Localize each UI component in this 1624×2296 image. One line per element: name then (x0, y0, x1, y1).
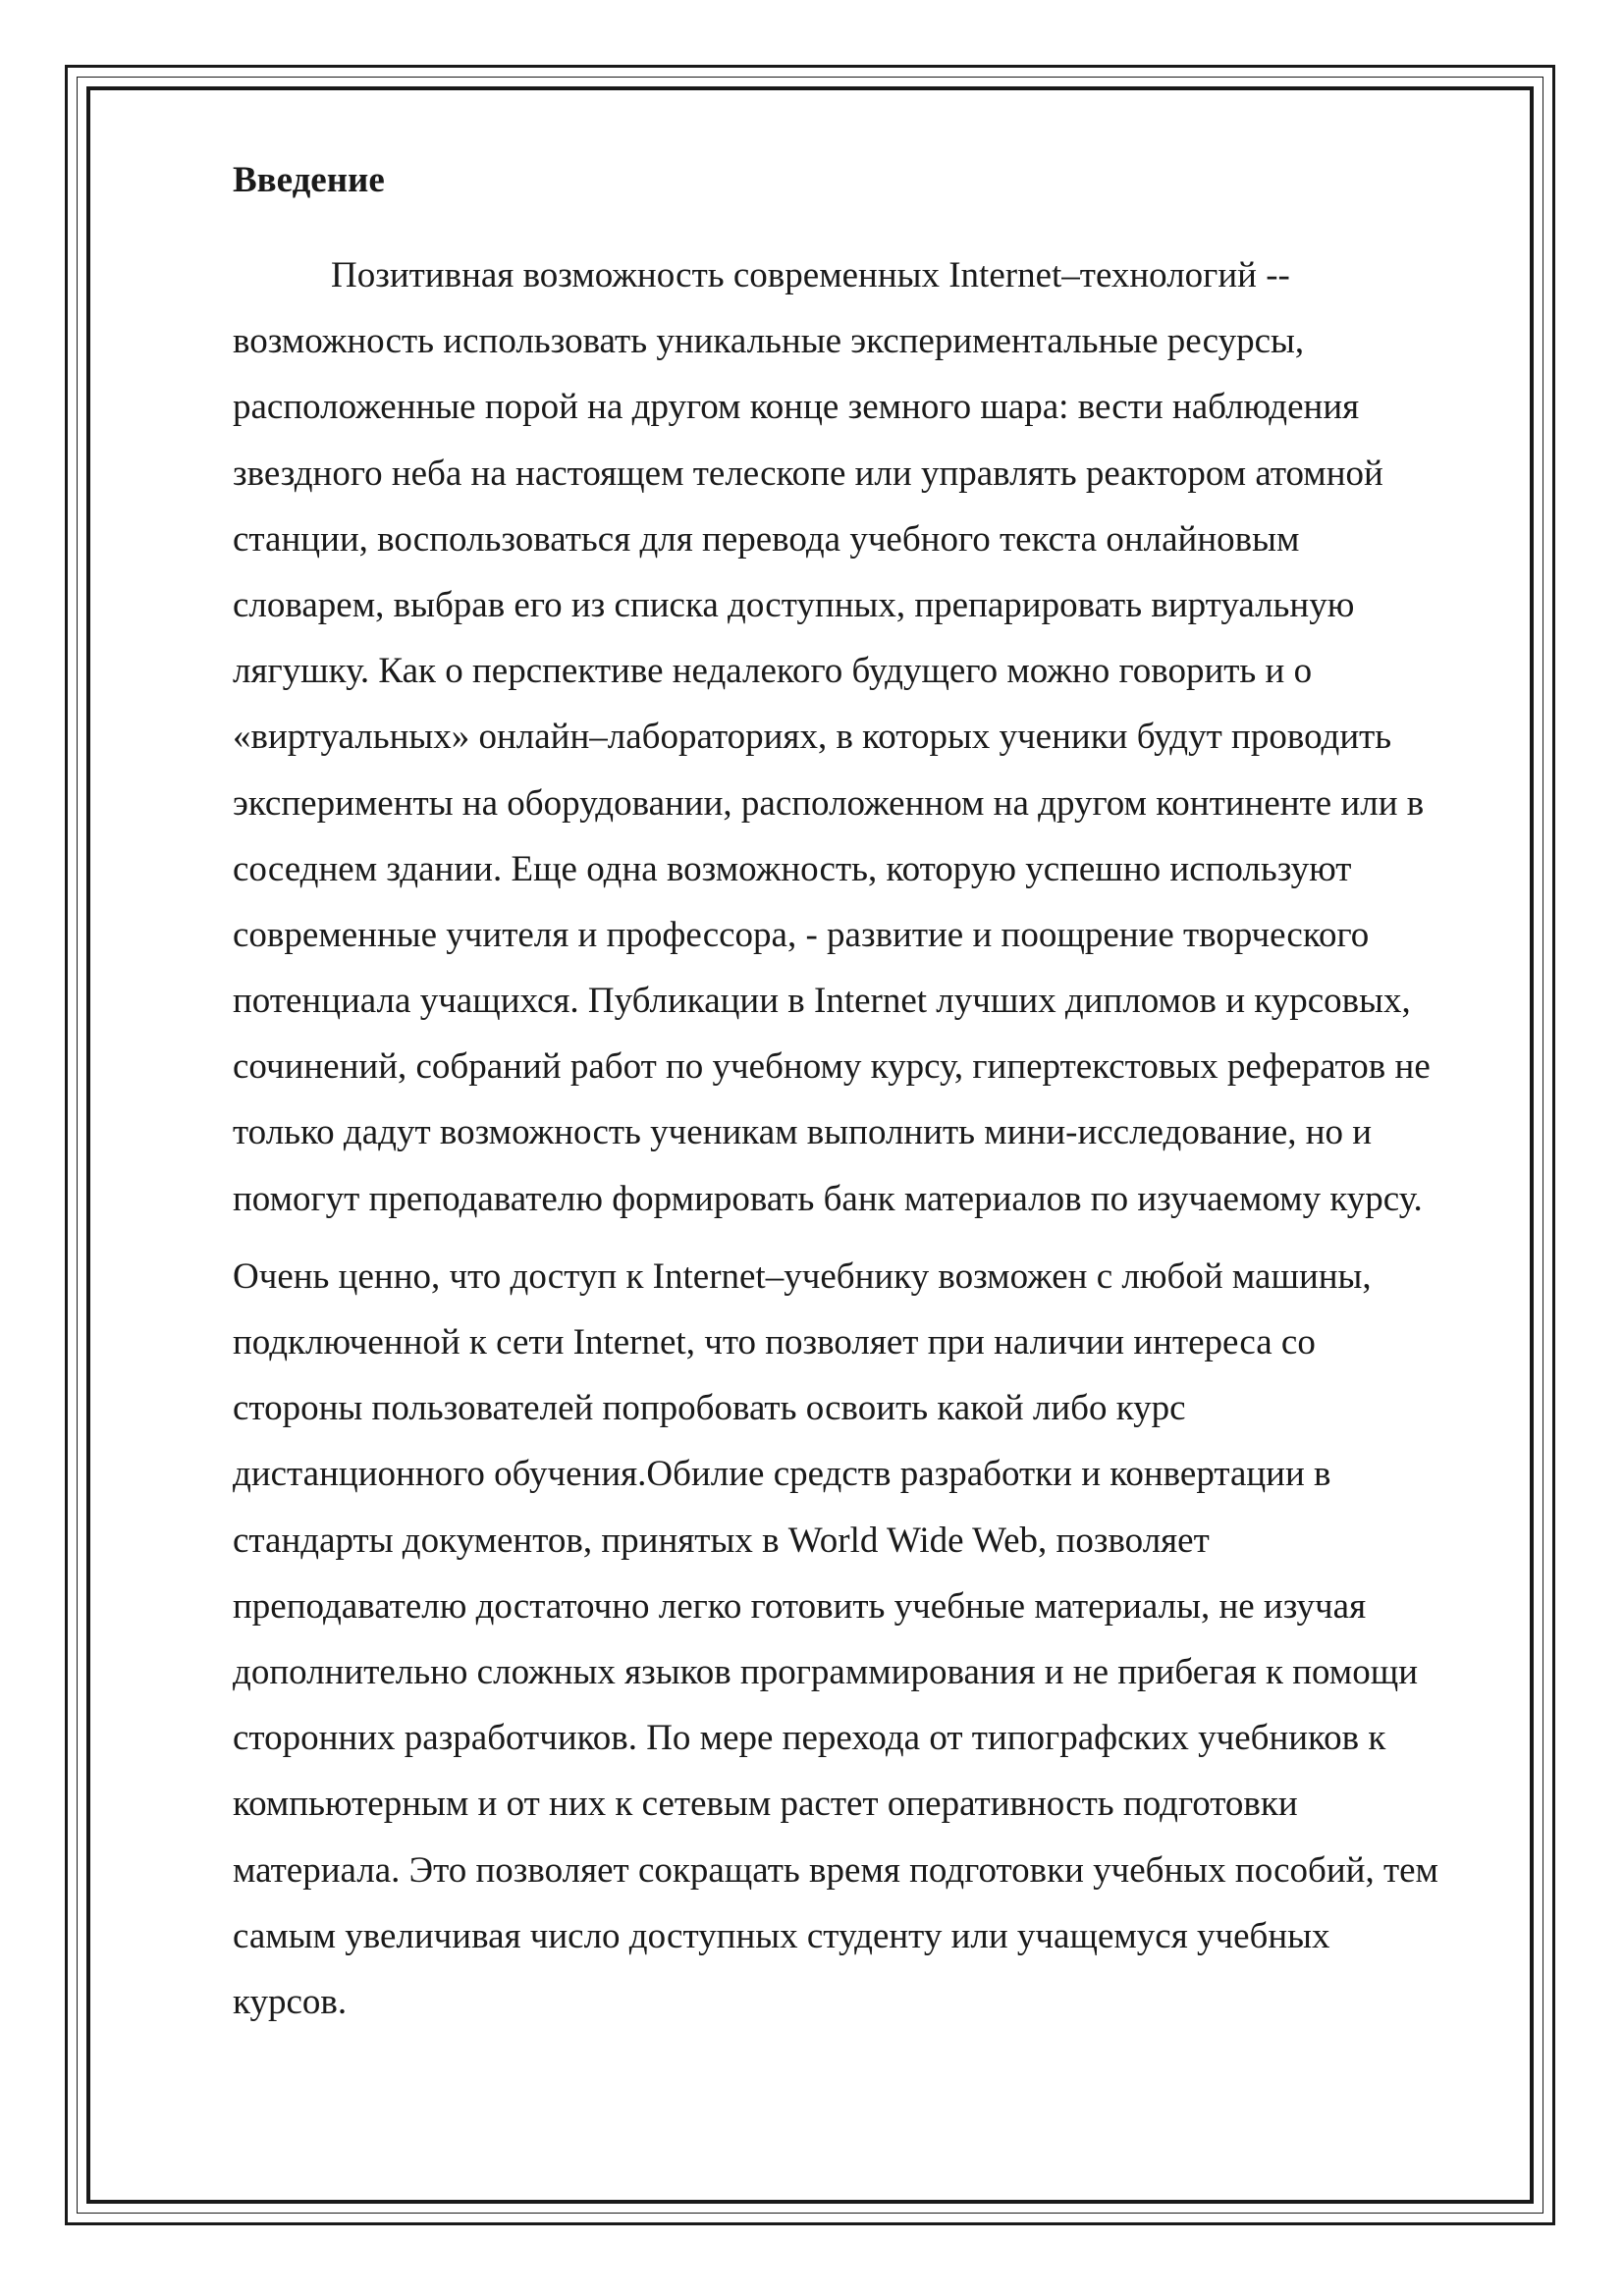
paragraph-line: сочинений, собраний работ по учебному курсу, гипертекстовых рефератов не (233, 1046, 1431, 1088)
paragraph-line: возможность использовать уникальные экспериментальные ресурсы, (233, 321, 1305, 362)
paragraph-line: самым увеличивая число доступных студенту или учащемуся учебных (233, 1915, 1330, 1956)
paragraph-line: эксперименты на оборудовании, расположенном на другом континенте или в (233, 782, 1425, 824)
paragraph-line: соседнем здании. Еще одна возможность, которую успешно используют (233, 848, 1352, 889)
paragraph-line: потенциала учащихся. Публикации в Internet лучших дипломов и курсовых, (233, 981, 1411, 1022)
paragraph-line: стороны пользователей попробовать освоить какой либо курс (233, 1388, 1186, 1429)
paragraph-line: подключенной к сети Internet, что позволяет при наличии интереса со (233, 1322, 1316, 1362)
paragraph-line: дистанционного обучения.Обилие средств разработки и конвертации в (233, 1454, 1331, 1495)
paragraph-line: только дадут возможность ученикам выполнить мини-исследование, но и (233, 1112, 1373, 1153)
document-content (233, 147, 1529, 2035)
paragraph-line: дополнительно сложных языков программирования и не прибегая к помощи (233, 1651, 1419, 1692)
paragraph-line: звездного неба на настоящем телескопе или управлять реактором атомной (233, 453, 1383, 494)
section-heading: Введение (233, 160, 385, 200)
paragraph-line: «виртуальных» онлайн–лабораториях, в которых ученики будут проводить (233, 717, 1392, 758)
paragraph-line: материала. Это позволяет сокращать время подготовки учебных пособий, тем (233, 1849, 1438, 1891)
paragraph-line: современные учителя и профессора, - развитие и поощрение творческого (233, 914, 1370, 955)
paragraph-line: лягушку. Как о перспективе недалекого будущего можно говорить и о (233, 651, 1313, 692)
paragraph-line: Позитивная возможность современных Internet–технологий -- (331, 255, 1290, 295)
paragraph-2 (233, 1244, 1529, 2035)
paragraph-1 (233, 242, 1529, 1232)
paragraph-line: компьютерным и от них к сетевым растет оперативность подготовки (233, 1784, 1298, 1825)
paragraph-line: словарем, выбрав его из списка доступных, препарировать виртуальную (233, 584, 1355, 625)
paragraph-line: помогут преподавателю формировать банк материалов по изучаемому курсу. (233, 1178, 1423, 1219)
paragraph-line: преподавателю достаточно легко готовить учебные материалы, не изучая (233, 1585, 1367, 1627)
paragraph-line: станции, воспользоваться для перевода учебного текста онлайновым (233, 518, 1300, 560)
paragraph-line: курсов. (233, 1981, 348, 2022)
paragraph-line: расположенные порой на другом конце земного шара: вести наблюдения (233, 387, 1360, 428)
paragraph-line: Очень ценно, что доступ к Internet–учебнику возможен с любой машины, (233, 1255, 1372, 1297)
paragraph-line: сторонних разработчиков. По мере перехода от типографских учебников к (233, 1718, 1386, 1759)
paragraph-line: стандарты документов, принятых в World Wide Web, позволяет (233, 1520, 1210, 1561)
